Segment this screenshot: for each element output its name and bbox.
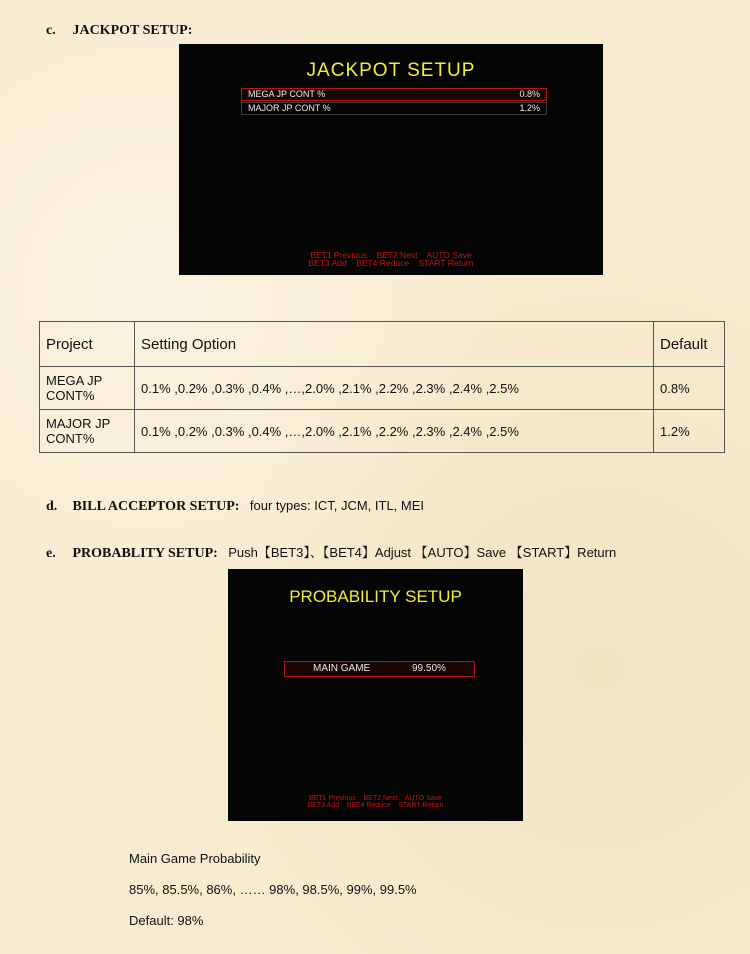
section-letter: e.: [46, 546, 56, 561]
section-title: PROBABLITY SETUP:: [72, 546, 218, 561]
control-hint-line: BET1 Previous BET2 Next AUTO Save: [310, 250, 472, 260]
control-hint-line: BET1 Previous BET2 Next AUTO Save: [309, 795, 442, 802]
row-value: 1.2%: [519, 103, 540, 113]
row-label: MAJOR JP CONT %: [248, 103, 331, 113]
main-game-row[interactable]: [284, 661, 475, 677]
section-title: JACKPOT SETUP:: [72, 23, 193, 38]
row-label: MAIN GAME: [313, 663, 371, 674]
table-header-row: [40, 322, 725, 367]
probability-heading: Main Game Probability: [129, 851, 261, 866]
probability-default: Default: 98%: [129, 913, 204, 928]
table-row: [40, 410, 725, 453]
screen-title: JACKPOT SETUP: [306, 60, 476, 81]
jackpot-setup-screen: [179, 44, 603, 275]
cell-options: 0.1% ,0.2% ,0.3% ,0.4% ,…,2.0% ,2.1% ,2.2% ,2.3% ,2.4% ,2.5%: [135, 367, 654, 410]
section-letter: d.: [46, 499, 58, 514]
header-setting-option: Setting Option: [135, 322, 654, 367]
section-e-heading: [46, 542, 616, 562]
jackpot-settings-table: [39, 321, 725, 453]
row-value: 99.50%: [412, 663, 446, 674]
screen-title: PROBABILITY SETUP: [289, 587, 462, 606]
table-row: [40, 367, 725, 410]
cell-project: MAJOR JP CONT%: [40, 410, 135, 453]
section-c-heading: [46, 22, 192, 39]
header-default: Default: [654, 322, 725, 367]
section-letter: c.: [46, 23, 56, 38]
cell-project: MEGA JP CONT%: [40, 367, 135, 410]
cell-options: 0.1% ,0.2% ,0.3% ,0.4% ,…,2.0% ,2.1% ,2.2% ,2.3% ,2.4% ,2.5%: [135, 410, 654, 453]
row-label: MEGA JP CONT %: [248, 89, 326, 99]
row-value: 0.8%: [519, 89, 540, 99]
section-description: four types: ICT, JCM, ITL, MEI: [249, 498, 425, 513]
section-description: Push【BET3】、【BET4】Adjust 【AUTO】Save 【START】Return: [228, 545, 617, 560]
section-d-heading: [46, 498, 424, 515]
major-jp-row[interactable]: [241, 102, 547, 115]
probability-options: 85%, 85.5%, 86%, …… 98%, 98.5%, 99%, 99.5%: [129, 882, 417, 897]
cell-default: 0.8%: [654, 367, 725, 410]
cell-default: 1.2%: [654, 410, 725, 453]
header-project: Project: [40, 322, 135, 367]
section-title: BILL ACCEPTOR SETUP:: [72, 499, 240, 514]
mega-jp-row[interactable]: [241, 88, 547, 101]
control-hint-line: BET3 Add BET4 Reduce START Return: [307, 802, 444, 809]
probability-setup-screen: [228, 569, 523, 821]
control-hint-line: BET3 Add BET4 Reduce START Return: [308, 258, 474, 268]
